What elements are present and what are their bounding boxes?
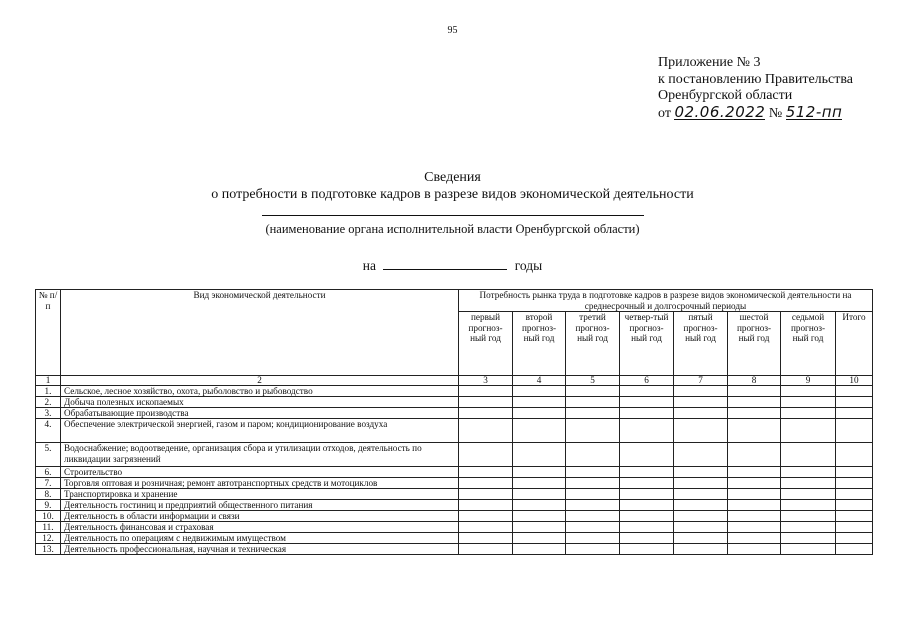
- forecast-value-cell: [728, 489, 781, 500]
- row-number: 2.: [36, 397, 61, 408]
- forecast-value-cell: [513, 511, 566, 522]
- forecast-value-cell: [620, 478, 674, 489]
- forecast-value-cell: [836, 544, 873, 555]
- forecast-value-cell: [566, 500, 620, 511]
- header-forecast-col: пятый прогноз-ный год: [674, 312, 728, 376]
- forecast-value-cell: [781, 522, 836, 533]
- table-row: [36, 533, 873, 544]
- appendix-line-1: Приложение № 3: [658, 55, 761, 70]
- header-forecast-col: второй прогноз-ный год: [513, 312, 566, 376]
- forecast-value-cell: [620, 408, 674, 419]
- forecast-value-cell: [620, 397, 674, 408]
- table-row: [36, 489, 873, 500]
- row-number: 12.: [36, 533, 61, 544]
- forecast-value-cell: [674, 408, 728, 419]
- activity-name: Деятельность профессиональная, научная и техническая: [61, 544, 459, 555]
- forecast-value-cell: [566, 397, 620, 408]
- column-number-cell: 8: [728, 376, 781, 386]
- forecast-value-cell: [836, 511, 873, 522]
- forecast-value-cell: [674, 443, 728, 467]
- forecast-value-cell: [513, 386, 566, 397]
- forecast-value-cell: [459, 533, 513, 544]
- forecast-value-cell: [513, 419, 566, 443]
- table-row: [36, 544, 873, 555]
- row-number: 6.: [36, 467, 61, 478]
- forecast-value-cell: [459, 419, 513, 443]
- table-row: [36, 467, 873, 478]
- activity-name: Торговля оптовая и розничная; ремонт автотранспортных средств и мотоциклов: [61, 478, 459, 489]
- forecast-value-cell: [620, 544, 674, 555]
- forecast-value-cell: [620, 467, 674, 478]
- activity-name: Обеспечение электрической энергией, газом и паром; кондиционирование воздуха: [61, 419, 459, 443]
- period-blank: [383, 257, 507, 270]
- row-number: 11.: [36, 522, 61, 533]
- column-number-cell: 2: [61, 376, 459, 386]
- forecast-value-cell: [459, 489, 513, 500]
- forecast-value-cell: [781, 511, 836, 522]
- forecast-value-cell: [728, 397, 781, 408]
- forecast-value-cell: [674, 467, 728, 478]
- table-row: [36, 478, 873, 489]
- forecast-value-cell: [620, 419, 674, 443]
- forecast-value-cell: [620, 443, 674, 467]
- header-forecast-col: седьмой прогноз-ный год: [781, 312, 836, 376]
- forecast-value-cell: [620, 533, 674, 544]
- needs-table: [35, 289, 873, 555]
- column-number-cell: 6: [620, 376, 674, 386]
- forecast-value-cell: [728, 386, 781, 397]
- forecast-value-cell: [459, 386, 513, 397]
- document-title: Сведения: [424, 170, 481, 185]
- header-group: Потребность рынка труда в подготовке кадров в разрезе видов экономической деятельности на среднесрочный и долгосрочный периоды: [459, 290, 873, 312]
- table-row: [36, 511, 873, 522]
- forecast-value-cell: [781, 397, 836, 408]
- forecast-value-cell: [728, 511, 781, 522]
- forecast-value-cell: [781, 533, 836, 544]
- row-number: 3.: [36, 408, 61, 419]
- activity-name: Деятельность в области информации и связи: [61, 511, 459, 522]
- forecast-value-cell: [566, 511, 620, 522]
- activity-name: Деятельность финансовая и страховая: [61, 522, 459, 533]
- forecast-value-cell: [728, 500, 781, 511]
- forecast-value-cell: [836, 397, 873, 408]
- header-num: № п/п: [36, 290, 61, 376]
- activity-name: Деятельность гостиниц и предприятий общественного питания: [61, 500, 459, 511]
- forecast-value-cell: [728, 443, 781, 467]
- date-prefix: от: [658, 105, 671, 121]
- activity-name: Обрабатывающие производства: [61, 408, 459, 419]
- forecast-value-cell: [674, 522, 728, 533]
- row-number: 4.: [36, 419, 61, 443]
- forecast-value-cell: [728, 522, 781, 533]
- forecast-value-cell: [781, 408, 836, 419]
- forecast-value-cell: [459, 467, 513, 478]
- header-forecast-col: Итого: [836, 312, 873, 376]
- row-number: 9.: [36, 500, 61, 511]
- appendix-date-line: [658, 102, 853, 123]
- header-forecast-col: первый прогноз-ный год: [459, 312, 513, 376]
- forecast-value-cell: [513, 478, 566, 489]
- forecast-value-cell: [459, 522, 513, 533]
- handwritten-number: 512-пп: [785, 102, 843, 121]
- forecast-value-cell: [620, 522, 674, 533]
- forecast-value-cell: [620, 386, 674, 397]
- header-forecast-col: третий прогноз-ный год: [566, 312, 620, 376]
- forecast-value-cell: [566, 544, 620, 555]
- forecast-value-cell: [674, 500, 728, 511]
- forecast-value-cell: [674, 489, 728, 500]
- forecast-value-cell: [513, 500, 566, 511]
- forecast-value-cell: [781, 443, 836, 467]
- forecast-value-cell: [836, 522, 873, 533]
- forecast-value-cell: [513, 397, 566, 408]
- forecast-value-cell: [728, 467, 781, 478]
- forecast-value-cell: [566, 408, 620, 419]
- row-number: 13.: [36, 544, 61, 555]
- activity-name: Водоснабжение; водоотведение, организация сбора и утилизации отходов, деятельность по ликвидации загрязнений: [61, 443, 459, 467]
- forecast-value-cell: [836, 443, 873, 467]
- forecast-value-cell: [513, 489, 566, 500]
- row-number: 8.: [36, 489, 61, 500]
- forecast-value-cell: [674, 533, 728, 544]
- table-row: [36, 443, 873, 467]
- forecast-value-cell: [513, 522, 566, 533]
- row-number: 7.: [36, 478, 61, 489]
- forecast-value-cell: [459, 544, 513, 555]
- forecast-value-cell: [728, 533, 781, 544]
- appendix-line-2: к постановлению Правительства: [658, 71, 854, 87]
- appendix-header: [658, 55, 853, 122]
- forecast-value-cell: [459, 478, 513, 489]
- forecast-value-cell: [620, 511, 674, 522]
- column-number-cell: 4: [513, 376, 566, 386]
- column-number-cell: 3: [459, 376, 513, 386]
- forecast-value-cell: [781, 489, 836, 500]
- forecast-value-cell: [781, 419, 836, 443]
- table-row: [36, 397, 873, 408]
- document-subtitle: о потребности в подготовке кадров в разрезе видов экономической деятельности: [211, 187, 694, 202]
- forecast-value-cell: [836, 419, 873, 443]
- forecast-value-cell: [836, 467, 873, 478]
- header-forecast-col: шестой прогноз-ный год: [728, 312, 781, 376]
- table-row: [36, 386, 873, 397]
- forecast-value-cell: [674, 397, 728, 408]
- forecast-value-cell: [674, 511, 728, 522]
- forecast-value-cell: [674, 544, 728, 555]
- period-prefix: на: [362, 258, 376, 273]
- table-row: [36, 500, 873, 511]
- forecast-value-cell: [674, 419, 728, 443]
- row-number: 10.: [36, 511, 61, 522]
- forecast-value-cell: [459, 443, 513, 467]
- forecast-value-cell: [836, 489, 873, 500]
- forecast-value-cell: [836, 533, 873, 544]
- column-number-cell: 5: [566, 376, 620, 386]
- forecast-value-cell: [836, 386, 873, 397]
- forecast-value-cell: [566, 478, 620, 489]
- forecast-value-cell: [781, 467, 836, 478]
- forecast-value-cell: [459, 500, 513, 511]
- activity-name: Деятельность по операциям с недвижимым имуществом: [61, 533, 459, 544]
- activity-name: Добыча полезных ископаемых: [61, 397, 459, 408]
- header-activity: Вид экономической деятельности: [61, 290, 459, 376]
- forecast-value-cell: [459, 397, 513, 408]
- row-number: 1.: [36, 386, 61, 397]
- forecast-value-cell: [513, 544, 566, 555]
- forecast-value-cell: [566, 467, 620, 478]
- period-line: [0, 257, 905, 274]
- forecast-value-cell: [566, 522, 620, 533]
- forecast-value-cell: [566, 443, 620, 467]
- forecast-value-cell: [836, 500, 873, 511]
- forecast-value-cell: [566, 419, 620, 443]
- forecast-value-cell: [513, 533, 566, 544]
- column-number-cell: 9: [781, 376, 836, 386]
- forecast-value-cell: [728, 544, 781, 555]
- org-name-blank-line: [262, 215, 644, 216]
- handwritten-date: 02.06.2022: [674, 102, 766, 121]
- table-row: [36, 522, 873, 533]
- forecast-value-cell: [728, 478, 781, 489]
- column-number-cell: 10: [836, 376, 873, 386]
- forecast-value-cell: [836, 478, 873, 489]
- forecast-value-cell: [781, 386, 836, 397]
- column-number-cell: 1: [36, 376, 61, 386]
- activity-name: Транспортировка и хранение: [61, 489, 459, 500]
- activity-name: Строительство: [61, 467, 459, 478]
- org-name-caption: (наименование органа исполнительной власти Оренбургской области): [265, 222, 640, 236]
- column-number-cell: 7: [674, 376, 728, 386]
- forecast-value-cell: [459, 408, 513, 419]
- forecast-value-cell: [620, 500, 674, 511]
- period-suffix: годы: [514, 258, 543, 273]
- forecast-value-cell: [781, 544, 836, 555]
- row-number: 5.: [36, 443, 61, 467]
- forecast-value-cell: [513, 408, 566, 419]
- forecast-value-cell: [781, 500, 836, 511]
- header-forecast-col: четвер-тый прогноз-ный год: [620, 312, 674, 376]
- appendix-line-3: Оренбургской области: [658, 88, 793, 103]
- table-row: [36, 419, 873, 443]
- table-row: [36, 408, 873, 419]
- forecast-value-cell: [566, 386, 620, 397]
- forecast-value-cell: [728, 419, 781, 443]
- forecast-value-cell: [459, 511, 513, 522]
- forecast-value-cell: [566, 533, 620, 544]
- forecast-value-cell: [513, 467, 566, 478]
- number-prefix: №: [768, 105, 783, 121]
- forecast-value-cell: [620, 489, 674, 500]
- forecast-value-cell: [674, 386, 728, 397]
- forecast-value-cell: [566, 489, 620, 500]
- forecast-value-cell: [513, 443, 566, 467]
- forecast-value-cell: [781, 478, 836, 489]
- forecast-value-cell: [674, 478, 728, 489]
- forecast-value-cell: [836, 408, 873, 419]
- forecast-value-cell: [728, 408, 781, 419]
- page-number: 95: [447, 25, 458, 36]
- activity-name: Сельское, лесное хозяйство, охота, рыболовство и рыбоводство: [61, 386, 459, 397]
